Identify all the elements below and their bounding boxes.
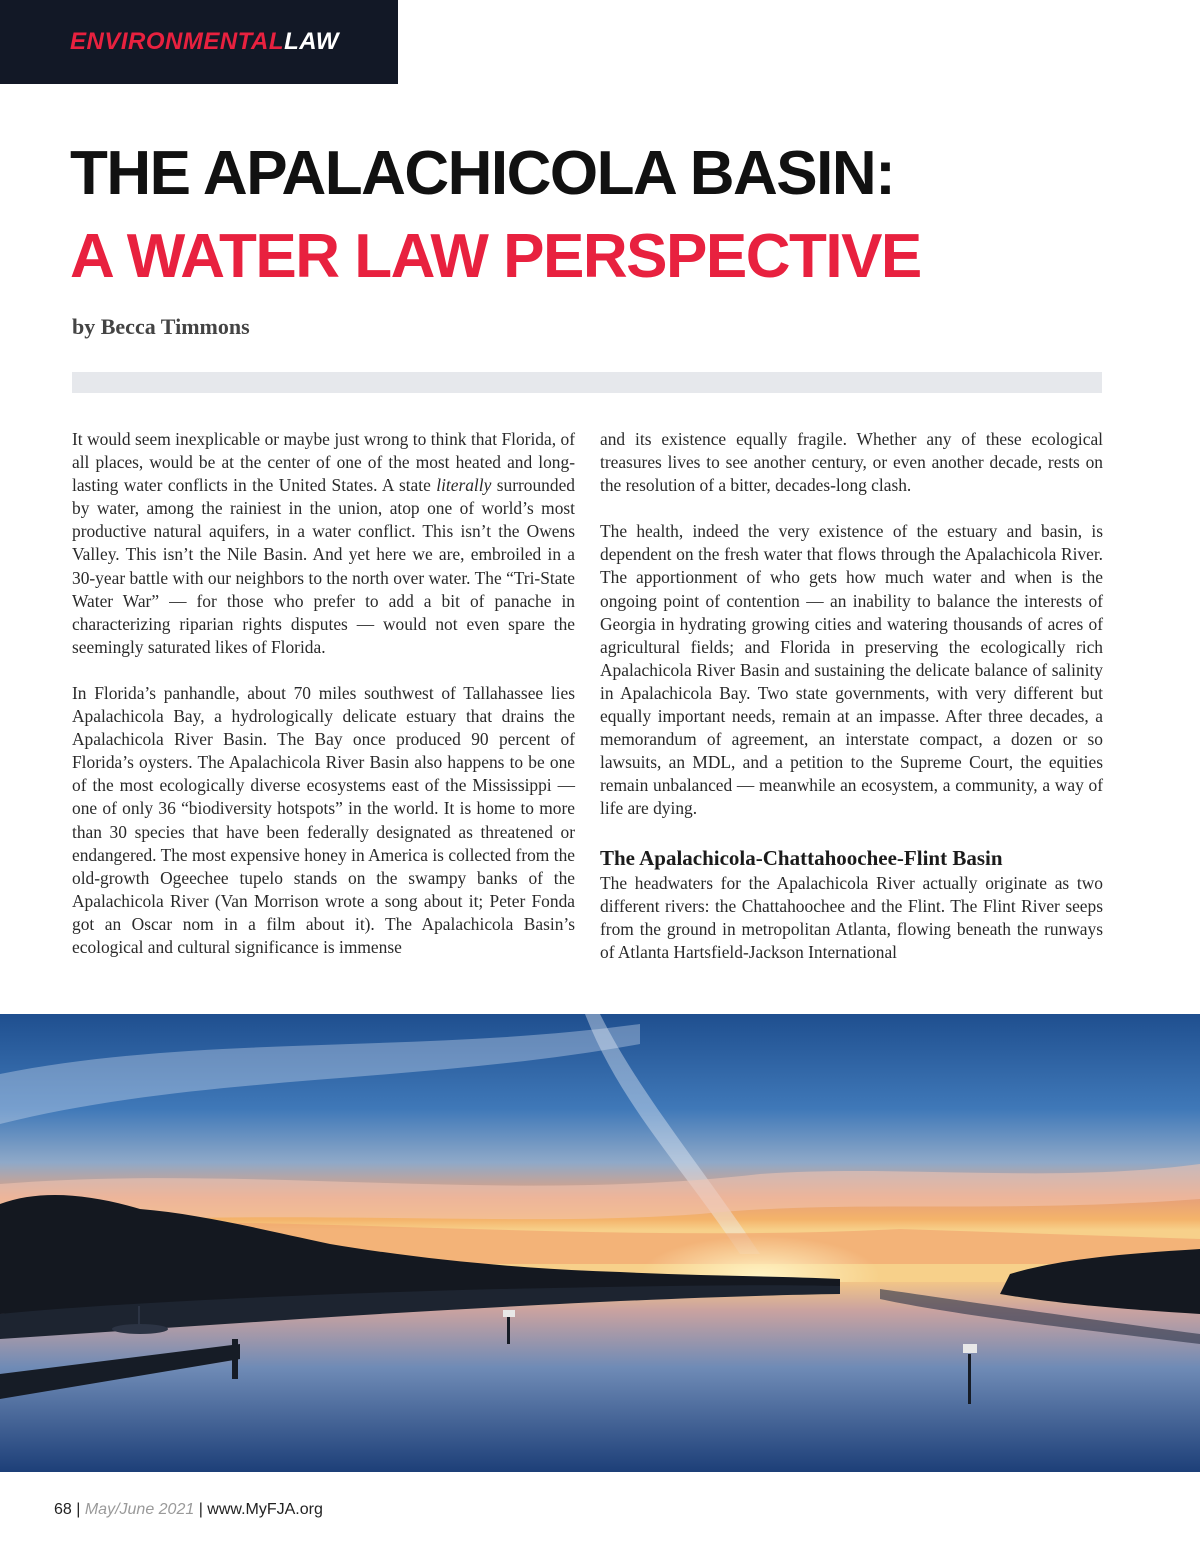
sunset-bay-photo <box>0 1014 1200 1472</box>
issue-date: May/June 2021 <box>84 1501 195 1518</box>
section-label-part2: LAW <box>284 28 339 55</box>
emphasis: literally <box>436 475 492 496</box>
section-label-part1: ENVIRONMENTAL <box>70 28 285 55</box>
section-heading: The Apalachicola-Chattahoochee-Flint Basin <box>600 845 1003 870</box>
right-column <box>600 428 1103 987</box>
page-footer: 68 | May/June 2021 | www.MyFJA.org <box>54 1501 323 1518</box>
website-link[interactable]: www.MyFJA.org <box>207 1501 323 1518</box>
left-column <box>72 428 575 982</box>
paragraph: The headwaters for the Apalachicola River actually originate as two different rivers: the Chattahoochee and the Flint. The Flint River seeps from the ground in metropolitan Atlanta, flowing beneath the runways of Atlanta Hartsfield-Jackson International <box>600 872 1103 962</box>
divider-bar <box>72 372 1102 393</box>
paragraph: and its existence equally fragile. Whether any of these ecological treasures lives to see another century, or even another decade, rests on the resolution of a bitter, decades-long clash. <box>600 429 1103 496</box>
article-title-line2: A WATER LAW PERSPECTIVE <box>70 222 921 291</box>
article-title-line1: THE APALACHICOLA BASIN: <box>70 139 895 208</box>
byline: by Becca Timmons <box>72 314 250 339</box>
section-tag <box>0 0 398 84</box>
section-label <box>70 28 339 56</box>
paragraph: In Florida’s panhandle, about 70 miles southwest of Tallahassee lies Apalachicola Bay, a hydrologically delicate estuary that drains the Apalachicola River Basin. The Bay once produced 90 percent of Florida’s oysters. The Apalachicola River Basin also happens to be one of the most ecologically diverse ecosystems east of the Mississippi — one of only 36 “biodiversity hotspots” in the world. It is home to more than 30 species that have been federally designated as threatened or endangered. The most expensive honey in America is collected from the old-growth Ogeechee tupelo stands on the swampy banks of the Apalachicola River (Van Morrison wrote a song about it; Peter Fonda got an Oscar nom in a film about it). The Apalachicola Basin’s ecological and cultural significance is immense <box>72 682 575 957</box>
paragraph: It would seem inexplicable or maybe just wrong to think that Florida, of all places, would be at the center of one of the most heated and long-lasting water conflicts in the United States. A state literally surrounded by water, among the rainiest in the union, atop one of world’s most productive natural aquifers, in a water conflict. This isn’t the Owens Valley. This isn’t the Nile Basin. And yet here we are, embroiled in a 30-year battle with our neighbors to the north over water. The “Tri-State Water War” — for those who prefer to add a bit of panache in characterizing riparian rights disputes — would not even spare the seemingly saturated likes of Florida. <box>72 429 575 657</box>
page-number: 68 <box>54 1501 72 1518</box>
paragraph: The health, indeed the very existence of the estuary and basin, is dependent on the fresh water that flows through the Apalachicola River. The apportionment of who gets how much water and when is the ongoing point of contention — an inability to balance the interests of Georgia in hydrating growing cities and watering thousands of acres of agricultural fields; and Florida in preserving the ecologically rich Apalachicola River Basin and sustaining the delicate balance of salinity in Apalachicola Bay. Two state governments, with very different but equally important needs, remain at an impasse. After three decades, a memorandum of agreement, an interstate compact, a dozen or so lawsuits, an MDL, and a petition to the Supreme Court, the equities remain unbalanced — meanwhile an ecosystem, a community, a way of life are dying. <box>600 521 1103 819</box>
